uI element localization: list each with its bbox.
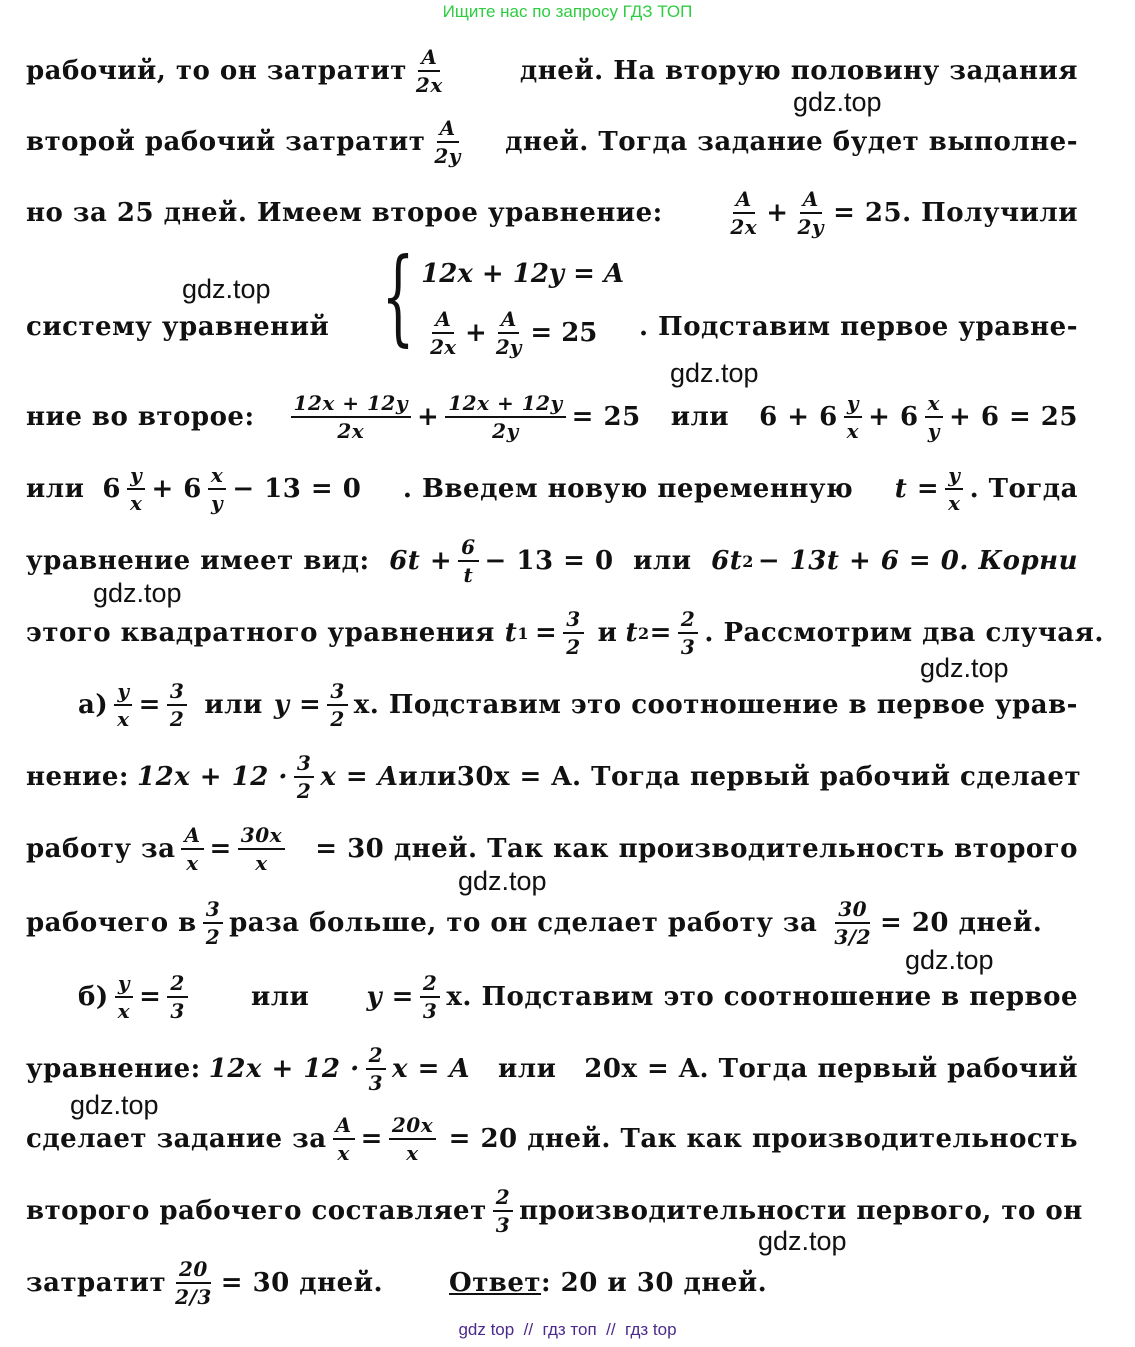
fraction: $\frac{A}{2x}$ [730,187,758,239]
watermark: gdz.top [93,578,182,608]
fraction: $\frac{2}{3}$ [493,1186,513,1236]
text-line-8 [26,598,1104,668]
text: = 25 [571,402,641,432]
subscript: 1 [517,623,529,643]
text-line-12 [26,888,1078,958]
text: или [250,982,310,1012]
text: = [534,618,558,648]
watermark: gdz.top [758,1226,847,1256]
watermark: gdz.top [793,87,882,117]
text: x. Подставим это соотношение в первое урав- [353,690,1078,720]
text: дней. На вторую половину задания [519,56,1078,86]
text: = 20 дней. [880,908,1043,938]
text: 30x = A. Тогда первый рабочий сделает [456,762,1082,792]
text: = [139,982,162,1012]
watermark: gdz.top [905,945,994,975]
fraction: $\frac{12x + 12y}{2y}$ [445,392,565,442]
text: сделает задание за [26,1124,327,1154]
plus-sign: + [416,402,440,432]
text: 6t + [389,546,453,576]
text: 12x + 12 · [137,762,288,792]
text: . Введем новую переменную [402,474,854,504]
fraction: $\frac{2}{3}$ [167,972,187,1022]
fraction: $\frac{30x}{x}$ [238,824,285,874]
text: 20x = A. Тогда первый рабочий [584,1054,1078,1084]
fraction: $\frac{A}{2x}$ [430,307,457,359]
case-label: б) [78,982,109,1012]
text: y = [366,982,414,1012]
text: или [497,1054,557,1084]
fraction: $\frac{y}{x}$ [115,972,133,1022]
fraction: $\frac{A}{2y}$ [495,307,522,359]
text: = 30 дней. [220,1268,384,1298]
text-line-6 [26,454,1078,524]
text: x = A [320,762,399,792]
text: или [26,474,85,504]
text: второй рабочий затратит [26,127,426,157]
text: = 30 дней. Так как производительность второго [315,834,1078,864]
plus-sign: + [766,198,789,228]
watermark: gdz.top [458,866,547,896]
text: + 6 = 25 [948,402,1078,432]
text: . Подставим первое уравне- [639,312,1078,342]
text: − 13t + 6 = 0. Корни [757,546,1078,576]
text-line-14 [26,1034,1078,1104]
text: x = A [392,1054,471,1084]
fraction: $\frac{12x + 12y}{2x}$ [291,392,411,442]
fraction: $\frac{3}{2}$ [327,680,347,730]
text: уравнение: [26,1054,201,1084]
text: затратит [26,1268,167,1298]
text-line-16 [26,1176,1083,1246]
fraction: $\frac{x}{y}$ [925,392,943,442]
fraction: $\frac{A}{x}$ [333,1114,355,1164]
text: или [398,762,457,792]
fraction: $\frac{6}{t}$ [458,536,478,586]
fraction: $\frac{20}{2/3}$ [175,1257,212,1309]
text: или [204,690,263,720]
text-line-2 [26,107,1078,177]
text: систему уравнений [26,312,330,342]
watermark: gdz.top [670,358,759,388]
text-line-9 [78,670,1078,740]
text: t [504,618,518,648]
text: y = [273,690,322,720]
text-line-13 [78,962,1078,1032]
case-label: а) [78,690,109,720]
equation-system [365,235,625,368]
text-line-5 [26,382,1078,452]
text: = [649,618,672,648]
text: 6t [711,546,743,576]
fraction: $\frac{y}{x}$ [127,464,145,514]
equals-value: = 25 [530,318,598,348]
fraction: $\frac{y}{x}$ [114,680,132,730]
text: − 13 = 0 [232,474,362,504]
text-line-7 [26,526,1078,596]
fraction: $\frac{20x}{x}$ [389,1114,436,1164]
plus-sign: + [465,318,487,348]
text: но за 25 дней. Имеем второе уравнение: [26,198,663,228]
text: этого квадратного уравнения [26,618,495,648]
text: = [360,1124,383,1154]
fraction: $\frac{30}{3/2}$ [834,897,871,949]
fraction: $\frac{A}{2y}$ [434,116,461,168]
text: + 6 [151,474,202,504]
text: = [209,834,232,864]
text-line-10 [26,742,1082,812]
text-line-15 [26,1104,1078,1174]
text: 6 + 6 [759,402,838,432]
watermark: gdz.top [920,653,1009,683]
fraction: $\frac{3}{2}$ [167,680,187,730]
answer-label: Ответ [449,1268,542,1298]
fraction: $\frac{y}{x}$ [945,464,963,514]
text: производительности первого, то он [519,1196,1083,1226]
text: − 13 = 0 [484,546,614,576]
fraction: $\frac{x}{y}$ [208,464,226,514]
fraction: $\frac{3}{2}$ [203,898,223,948]
text: . Тогда [969,474,1078,504]
fraction: $\frac{2}{3}$ [420,972,440,1022]
text: . Рассмотрим два случая. [704,618,1104,648]
fraction: $\frac{y}{x}$ [844,392,862,442]
text: x. Подставим это соотношение в первое [446,982,1078,1012]
text: = 25. Получили [833,198,1078,228]
fraction: $\frac{A}{x}$ [181,824,203,874]
left-brace: { [381,235,415,357]
search-banner: Ищите нас по запросу ГДЗ ТОП [442,2,693,21]
text: = 20 дней. Так как производительность [448,1124,1078,1154]
text-line-17 [26,1248,1078,1318]
text: 12x + 12 · [208,1054,360,1084]
text: t [625,618,638,648]
text: дней. Тогда задание будет выполне- [505,127,1078,157]
text: работу за [26,834,176,864]
text: нение: [26,762,130,792]
text-line-4-tail [628,292,1078,362]
system-row-2 [421,298,624,368]
fraction: $\frac{A}{2y}$ [797,187,825,239]
fraction: $\frac{A}{2x}$ [415,45,443,97]
text-line-3 [26,178,1078,248]
text: 6 [102,474,121,504]
text: или [633,546,692,576]
text: и [597,618,618,648]
system-row-1: 12x + 12y = A [421,259,625,289]
fraction: $\frac{3}{2}$ [563,608,583,658]
text: второго рабочего составляет [26,1196,487,1226]
text-line-1 [26,36,1078,106]
footer-links: gdz top // гдз топ // гдз top [458,1320,677,1339]
text: + 6 [868,402,919,432]
text: рабочего в [26,908,197,938]
fraction: $\frac{2}{3}$ [366,1044,386,1094]
watermark: gdz.top [182,274,271,304]
superscript: 2 [742,551,754,571]
text: = [138,690,161,720]
watermark: gdz.top [70,1090,159,1120]
text: ние во второе: [26,402,255,432]
fraction: $\frac{3}{2}$ [294,752,314,802]
subscript: 2 [637,623,650,643]
text: или [670,402,730,432]
text: уравнение имеет вид: [26,546,370,576]
text: t = [894,474,940,504]
text-line-11 [26,814,1078,884]
answer-value: : 20 и 30 дней. [541,1268,768,1298]
text: раза больше, то он сделает работу за [229,908,818,938]
fraction: $\frac{2}{3}$ [678,608,698,658]
text: рабочий, то он затратит [26,56,407,86]
